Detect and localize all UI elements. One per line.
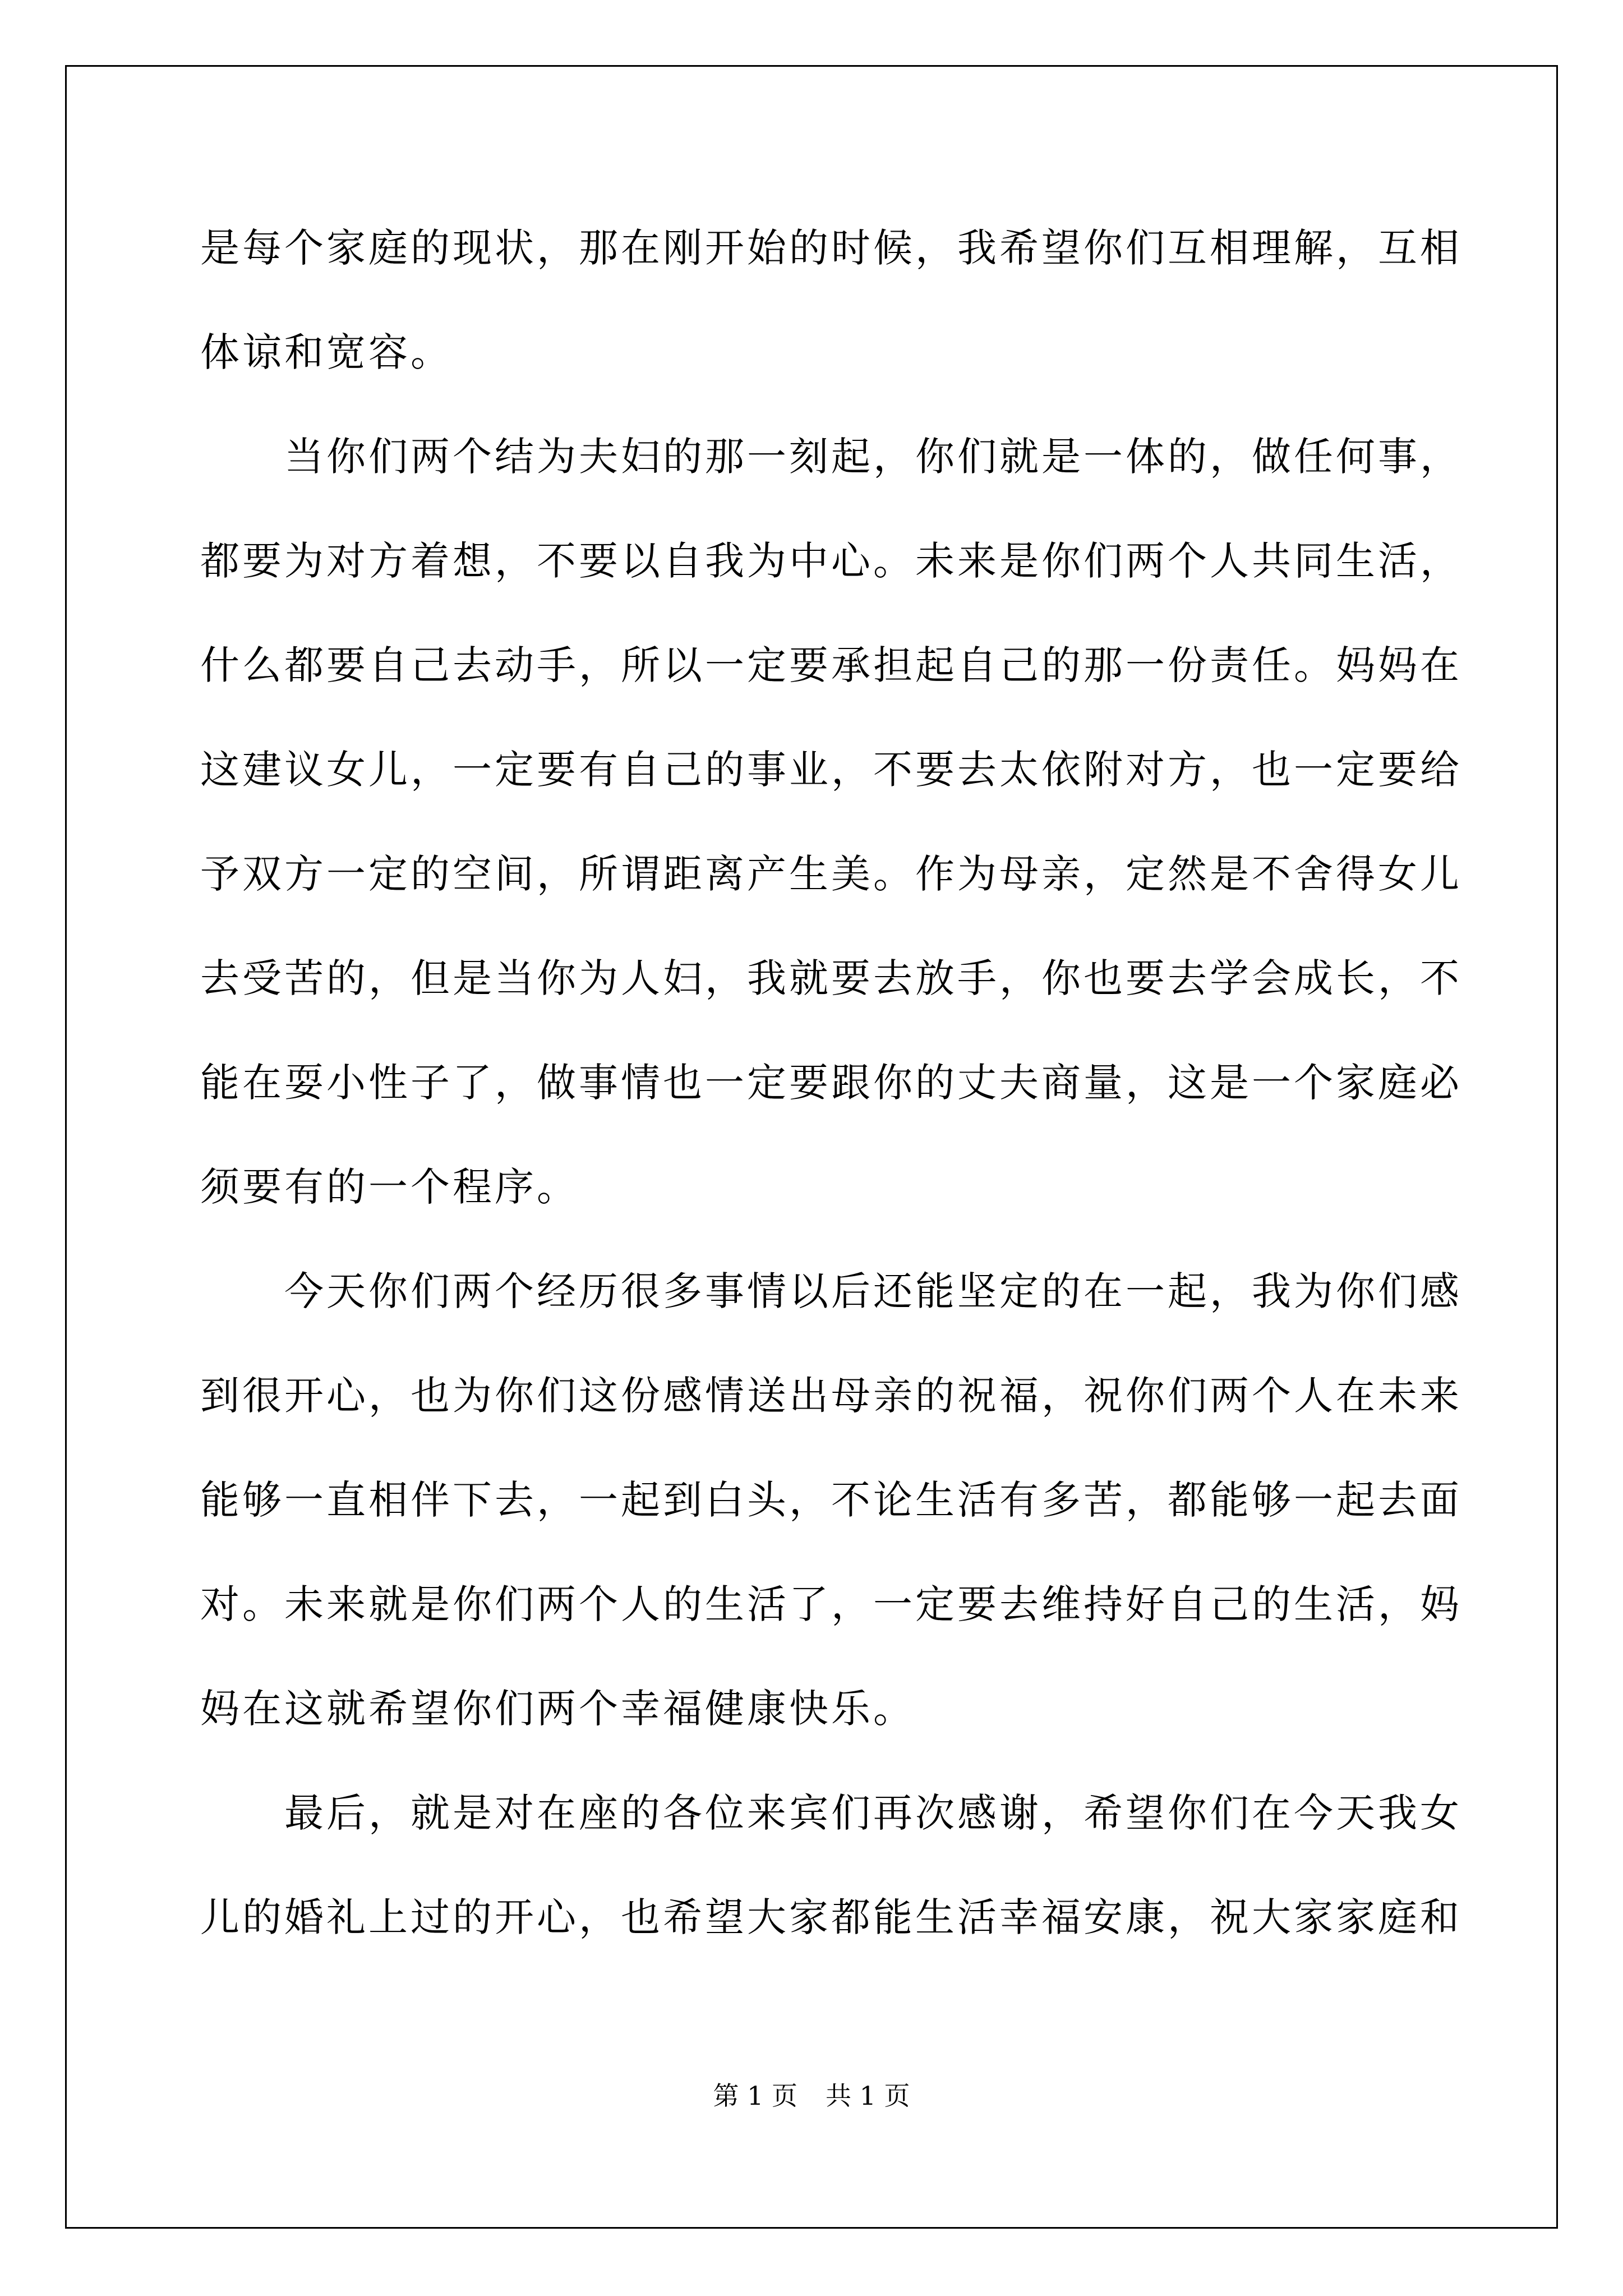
text-line: 这建议女儿，一定要有自己的事业，不要去太依附对方，也一定要给 (200, 747, 1462, 793)
document-body (200, 208, 1462, 1981)
text-line: 什么都要自己去动手，所以一定要承担起自己的那一份责任。妈妈在 (200, 642, 1462, 688)
text-line: 到很开心，也为你们这份感情送出母亲的祝福，祝你们两个人在未来 (200, 1373, 1462, 1419)
paragraph-4 (200, 1773, 1462, 1981)
paragraph-3 (200, 1251, 1462, 1773)
text-line: 妈在这就希望你们两个幸福健康快乐。 (200, 1686, 915, 1732)
page-number: 第 1 页 (713, 2081, 797, 2111)
text-line: 能够一直相伴下去，一起到白头，不论生活有多苦，都能够一起去面 (200, 1477, 1462, 1523)
text-line: 是每个家庭的现状，那在刚开始的时候，我希望你们互相理解，互相 (200, 225, 1462, 271)
text-line: 须要有的一个程序。 (200, 1164, 579, 1210)
paragraph-1 (200, 208, 1462, 416)
text-line: 去受苦的，但是当你为人妇，我就要去放手，你也要去学会成长，不 (200, 955, 1462, 1001)
paragraph-2 (200, 416, 1462, 1251)
text-line: 今天你们两个经历很多事情以后还能坚定的在一起，我为你们感 (284, 1268, 1462, 1314)
text-line: 儿的婚礼上过的开心，也希望大家都能生活幸福安康，祝大家家庭和 (200, 1894, 1462, 1940)
text-line: 最后，就是对在座的各位来宾们再次感谢，希望你们在今天我女 (284, 1790, 1462, 1836)
text-line: 对。未来就是你们两个人的生活了，一定要去维持好自己的生活，妈 (200, 1581, 1462, 1627)
text-line: 予双方一定的空间，所谓距离产生美。作为母亲，定然是不舍得女儿 (200, 851, 1462, 897)
text-line: 都要为对方着想，不要以自我为中心。未来是你们两个人共同生活， (200, 538, 1462, 584)
page-total: 共 1 页 (826, 2081, 910, 2111)
page-footer (0, 2076, 1623, 2113)
text-line: 当你们两个结为夫妇的那一刻起，你们就是一体的，做任何事， (284, 434, 1462, 480)
text-line: 能在耍小性子了，做事情也一定要跟你的丈夫商量，这是一个家庭必 (200, 1060, 1462, 1106)
text-line: 体谅和宽容。 (200, 329, 453, 375)
